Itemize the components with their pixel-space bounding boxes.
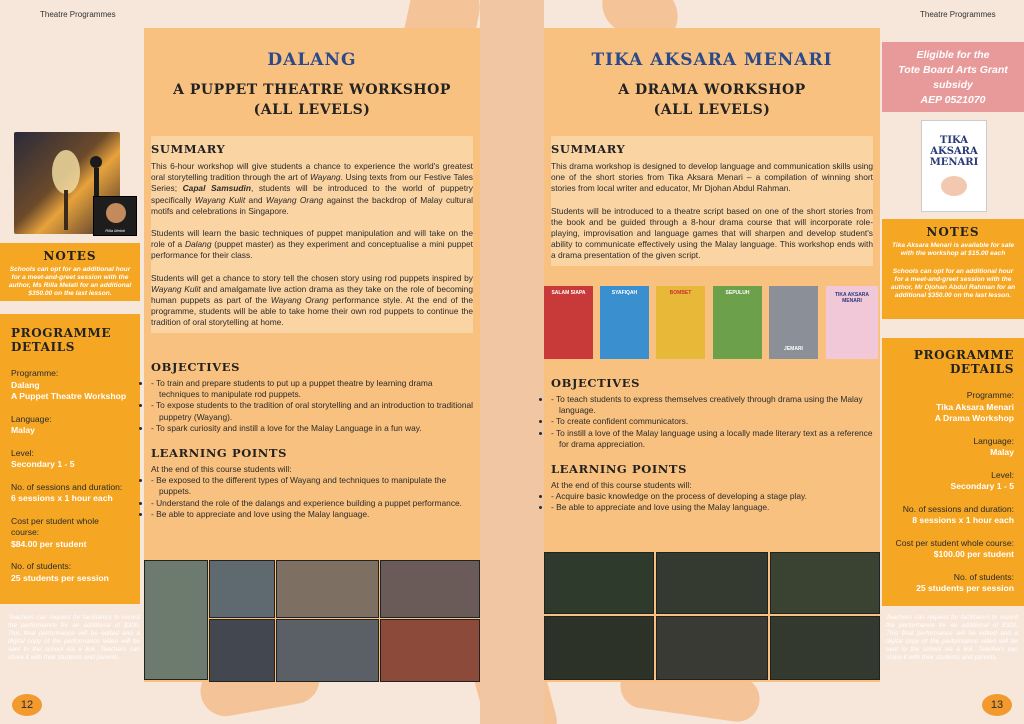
- grant-text: subsidy: [933, 79, 973, 91]
- workshop-level: (ALL LEVELS): [253, 102, 371, 118]
- notes-heading: NOTES: [43, 249, 97, 263]
- sessions-value: 8 sessions x 1 hour each: [912, 515, 1014, 525]
- author-caption: Rilla Melati: [105, 228, 125, 233]
- programme-details-box: [882, 338, 1024, 606]
- workshop-subtitle: A PUPPET THEATRE WORKSHOP: [173, 82, 451, 98]
- learning-item: • - Be exposed to the different types of Wayang and techniques to manipulate the puppets.: [151, 475, 473, 497]
- objective-item: • - To teach students to express themselves creatively through drama using the Malay language.: [551, 394, 873, 416]
- grant-text: Eligible for the: [916, 49, 990, 61]
- workshop-photo: [770, 552, 880, 614]
- level-value: Secondary 1 - 5: [11, 459, 75, 469]
- workshop-photo: [656, 616, 768, 680]
- programme-details-heading: PROGRAMME DETAILS: [913, 348, 1014, 376]
- programme-value: A Puppet Theatre Workshop: [11, 391, 127, 401]
- workshop-subtitle: A DRAMA WORKSHOP: [618, 82, 806, 98]
- programme-details-box: [0, 314, 140, 604]
- notes-heading: NOTES: [926, 225, 980, 239]
- author-photo: [93, 196, 137, 236]
- book-cover: SYAFIQAH: [600, 286, 649, 359]
- grant-text: Tote Board Arts Grant: [898, 64, 1008, 76]
- workshop-photo: [544, 552, 654, 614]
- book-cover: TIKA AKSARA MENARI: [826, 286, 878, 359]
- workshop-photo: [209, 560, 275, 618]
- objective-item: • - To spark curiosity and instill a love for the Malay Language in a fun way.: [151, 423, 473, 434]
- workshop-photo: [380, 560, 480, 618]
- notes-box: [882, 219, 1024, 319]
- cost-label: Cost per student whole course:: [11, 515, 99, 537]
- summary-section: [151, 136, 473, 333]
- page-number: 13: [982, 694, 1012, 716]
- book-cover: JEMARI: [769, 286, 818, 359]
- notes-text: Tika Aksara Menari is available for sale with the workshop at $15.00 each: [891, 242, 1015, 257]
- workshop-photo: [276, 560, 379, 618]
- summary-heading: SUMMARY: [551, 142, 626, 156]
- summary-paragraph: This 6-hour workshop will give students a chance to experience the world's greatest oral storytelling tradition through the art of Wayang. Using texts from our Festive Tales Series; Capal Samsudin, students will be introduced to the world of puppetry specifically Wayang Kulit and Wayang Orang against the backdrop of Malay cultural motifs and celebrations in Singapore.: [151, 161, 473, 216]
- objectives-heading: OBJECTIVES: [551, 376, 641, 390]
- summary-paragraph: Students will get a chance to story tell the chosen story using rod puppets inspired by Wayang Kulit and amalgamate live action drama as they take on the role of becoming human puppets as part of the Wayang Orang performance style. At the end of the programme, students will be able to take home their own rod puppets to continue the tradition of oral storytelling at home.: [151, 272, 473, 328]
- level-label: Level:: [991, 469, 1014, 480]
- objective-item: • - To train and prepare students to put up a puppet theatre by learning drama techniques to manipulate rod puppets.: [151, 378, 473, 400]
- programme-value: Dalang: [11, 379, 40, 390]
- page-spine: [480, 0, 544, 724]
- footnote: Teachers can request for facilitators to record the performance for an additional of $300. This final performance will be edited and a digital copy of the performance video will be sent to the school via a link. Teachers can share it with their students and parents.: [8, 614, 140, 661]
- language-label: Language:: [11, 413, 52, 424]
- summary-section: [551, 136, 873, 266]
- language-value: Malay: [11, 425, 35, 435]
- book-cover: SALAM SIAPA: [544, 286, 593, 359]
- summary-paragraph: Students will be introduced to a theatre script based on one of the short stories from the book and be guided through a 8-hour drama course that will incorporate role-playing, improvisation and language games that will sharpen and develop student's ability to communicate effectively using the Malay language. This workshop ends with a drama presentation of the given script.: [551, 205, 873, 261]
- sessions-label: No. of sessions and duration:: [11, 481, 123, 492]
- workshop-photo: [209, 619, 275, 682]
- objective-item: • - To expose students to the tradition of oral storytelling and an introduction to traditional puppetry (Wayang).: [151, 400, 473, 422]
- learning-points-heading: LEARNING POINTS: [551, 462, 687, 477]
- workshop-photo: [144, 560, 208, 680]
- objective-item: • - To instill a love of the Malay language using a locally made literary text as a reference for drama appreciation.: [551, 428, 873, 450]
- book-cover-tika-aksara-menari: TIKA AKSARA MENARI: [921, 120, 987, 212]
- workshop-photo: [770, 616, 880, 680]
- notes-text: Schools can opt for an additional hour for a meet-and-greet session with the author, Ms Rilla Melati for an additional $350.00 on the last lesson.: [8, 266, 132, 297]
- notes-text: Schools can opt for an additional hour for a meet-and-greet session with the author, Mr Djohan Abdul Rahman for an additional $350.00 on the last lesson.: [890, 268, 1016, 299]
- notes-box: [0, 243, 140, 301]
- book-cover: SEPULUH: [713, 286, 762, 359]
- objective-item: • - To create confident communicators.: [551, 416, 873, 427]
- programme-label: Programme:: [11, 368, 59, 378]
- footnote: Teachers can request for facilitators to record the performance for an additional of $300. This final performance will be edited and a digital copy of the performance video will be sent to the school via a link. Teachers can share it with their students and parents.: [886, 614, 1018, 661]
- workshop-title: TIKA AKSARA MENARI: [591, 50, 833, 70]
- learning-intro: At the end of this course students will:: [151, 464, 292, 475]
- summary-heading: SUMMARY: [151, 142, 226, 156]
- learning-intro: At the end of this course students will:: [551, 480, 692, 491]
- level-value: Secondary 1 - 5: [950, 481, 1014, 491]
- programme-value: A Drama Workshop: [934, 413, 1014, 423]
- summary-paragraph: Students will learn the basic techniques of puppet manipulation and will take on the role of a Dalang (puppet master) as they experiment and conceptualise a mini puppet performance for their class.: [151, 228, 473, 261]
- cost-value: $100.00 per student: [933, 549, 1014, 559]
- objectives-heading: OBJECTIVES: [151, 360, 241, 374]
- book-cover: BOMBET: [656, 286, 705, 359]
- students-value: 25 students per session: [11, 572, 109, 583]
- page-number: 12: [12, 694, 42, 716]
- programme-details-heading: PROGRAMME DETAILS: [11, 326, 112, 354]
- language-value: Malay: [990, 447, 1014, 457]
- workshop-photo: [276, 619, 379, 682]
- programme-value: Tika Aksara Menari: [936, 401, 1014, 412]
- workshop-photo: [656, 552, 768, 614]
- grant-badge: [882, 42, 1024, 112]
- learning-item: • - Understand the role of the dalangs and experience building a puppet performance.: [151, 498, 473, 509]
- summary-paragraph: This drama workshop is designed to develop language and communication skills using one of the short stories from Tika Aksara Menari – a compilation of winning short stories from local writer and educator, Mr Djohan Abdul Rahman.: [551, 161, 873, 194]
- workshop-photo: [544, 616, 654, 680]
- sessions-value: 6 sessions x 1 hour each: [11, 493, 113, 503]
- level-label: Level:: [11, 447, 34, 458]
- grant-code: AEP 0521070: [920, 94, 986, 106]
- programme-label: Programme:: [966, 390, 1014, 400]
- running-head: Theatre Programmes: [920, 10, 996, 19]
- language-label: Language:: [973, 435, 1014, 446]
- book-covers: [544, 286, 880, 360]
- running-head: Theatre Programmes: [40, 10, 116, 19]
- learning-item: • - Be able to appreciate and love using the Malay language.: [551, 502, 873, 513]
- learning-points-heading: LEARNING POINTS: [151, 446, 287, 461]
- students-label: No. of students:: [11, 561, 72, 571]
- students-value: 25 students per session: [916, 583, 1014, 593]
- cost-label: Cost per student whole course:: [895, 537, 1014, 548]
- cost-value: $84.00 per student: [11, 538, 87, 549]
- learning-item: • - Acquire basic knowledge on the process of developing a stage play.: [551, 491, 873, 502]
- workshop-level: (ALL LEVELS): [653, 102, 771, 118]
- sessions-label: No. of sessions and duration:: [902, 503, 1014, 514]
- workshop-photo: [380, 619, 480, 682]
- learning-item: • - Be able to appreciate and love using the Malay language.: [151, 509, 473, 520]
- students-label: No. of students:: [953, 571, 1014, 582]
- workshop-title: DALANG: [267, 50, 357, 70]
